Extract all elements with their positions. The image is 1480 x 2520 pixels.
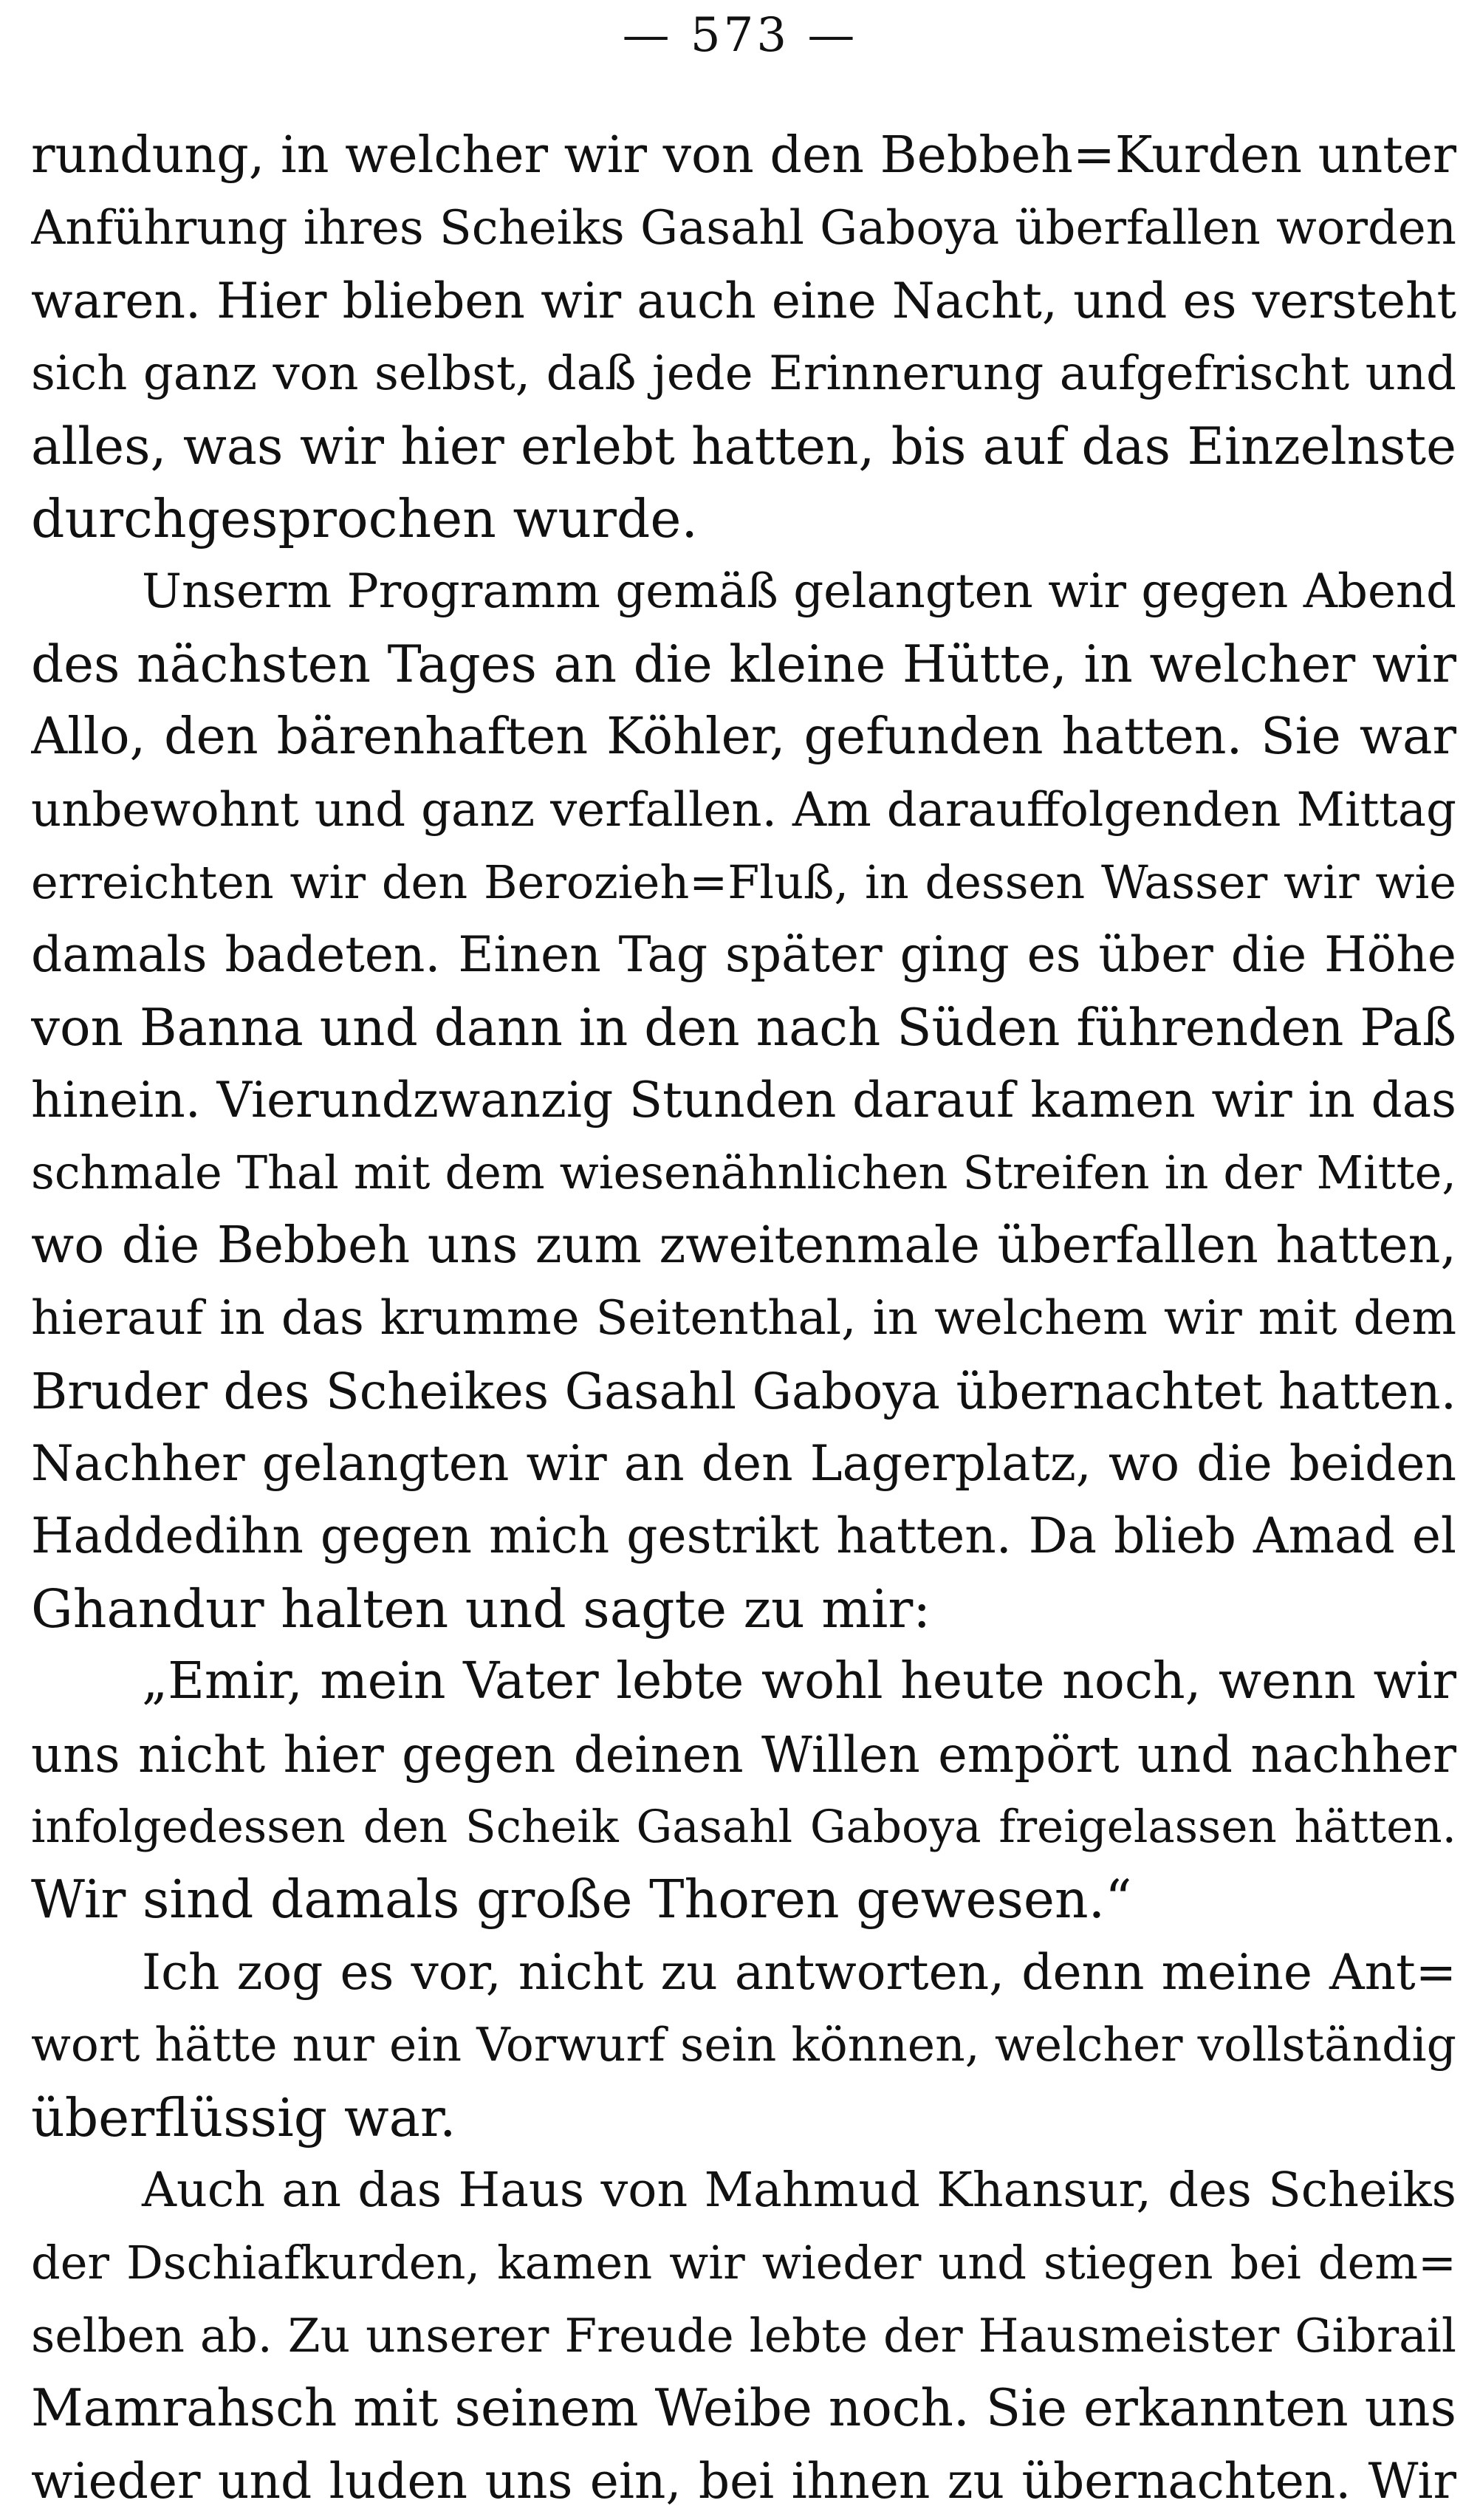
text-line: wo die Bebbeh uns zum zweitenmale überfallen hatten, — [31, 1216, 1456, 1275]
text-line: Bruder des Scheikes Gasahl Gaboya übernachtet hatten. — [31, 1362, 1456, 1420]
text-line: Unserm Programm gemäß gelangten wir gegen Abend — [142, 564, 1456, 620]
text-line: der Dschiafkurden, kamen wir wieder und stiegen bei dem= — [31, 2236, 1456, 2290]
text-line: wort hätte nur ein Vorwurf sein können, welcher vollständig — [31, 2018, 1456, 2072]
text-line: Mamrahsch mit seinem Weibe noch. Sie erkannten uns — [31, 2379, 1456, 2439]
text-line: erreichten wir den Berozieh=Fluß, in dessen Wasser wir wie — [31, 855, 1456, 909]
text-line: hinein. Vierundzwanzig Stunden darauf kamen wir in das — [31, 1072, 1456, 1129]
text-line: Haddedihn gegen mich gestrikt hatten. Da blieb Amad el — [31, 1507, 1456, 1565]
text-line: unbewohnt und ganz verfallen. Am darauffolgenden Mittag — [31, 782, 1456, 838]
page-number-header: — 573 — — [622, 8, 858, 63]
body-text — [31, 120, 1456, 2518]
text-line: hierauf in das krumme Seitenthal, in welchem wir mit dem — [31, 1291, 1456, 1346]
text-line: waren. Hier blieben wir auch eine Nacht, und es versteht — [31, 272, 1456, 329]
text-line: schmale Thal mit dem wiesenähnlichen Streifen in der Mitte, — [31, 1146, 1456, 1200]
text-line: durchgesprochen wurde. — [31, 487, 698, 549]
text-line: damals badeten. Einen Tag später ging es über die Höhe — [31, 926, 1456, 984]
text-line: Ghandur halten und sagte zu mir: — [31, 1578, 931, 1640]
text-line: Ich zog es vor, nicht zu antworten, denn meine Ant= — [142, 1943, 1456, 2001]
text-line: selben ab. Zu unserer Freude lebte der Hausmeister Gibrail — [31, 2308, 1456, 2363]
text-line: rundung, in welcher wir von den Bebbeh=Kurden unter — [31, 126, 1456, 185]
text-line: überflüssig war. — [31, 2086, 456, 2148]
text-line: wieder und luden uns ein, bei ihnen zu übernachten. Wir — [31, 2452, 1456, 2510]
text-line: infolgedessen den Scheik Gasahl Gaboya freigelassen hätten. — [31, 1800, 1456, 1853]
text-line: sich ganz von selbst, daß jede Erinnerung aufgefrischt und — [31, 346, 1456, 402]
text-line: „Emir, mein Vater lebte wohl heute noch, wenn wir — [142, 1652, 1456, 1711]
text-line: Auch an das Haus von Mahmud Khansur, des Scheiks — [142, 2162, 1456, 2218]
text-line: alles, was wir hier erlebt hatten, bis auf das Einzelnste — [31, 417, 1456, 476]
text-line: von Banna und dann in den nach Süden führenden Paß — [31, 998, 1456, 1058]
text-line: Nachher gelangten wir an den Lagerplatz, wo die beiden — [31, 1435, 1456, 1493]
text-line: Wir sind damals große Thoren gewesen.“ — [31, 1869, 1132, 1931]
text-line: Allo, den bärenhaften Köhler, gefunden hatten. Sie war — [31, 708, 1456, 767]
text-line: des nächsten Tages an die kleine Hütte, in welcher wir — [31, 634, 1456, 694]
text-line: Anführung ihres Scheiks Gasahl Gaboya überfallen worden — [31, 201, 1456, 256]
text-line: uns nicht hier gegen deinen Willen empört und nachher — [31, 1725, 1456, 1784]
